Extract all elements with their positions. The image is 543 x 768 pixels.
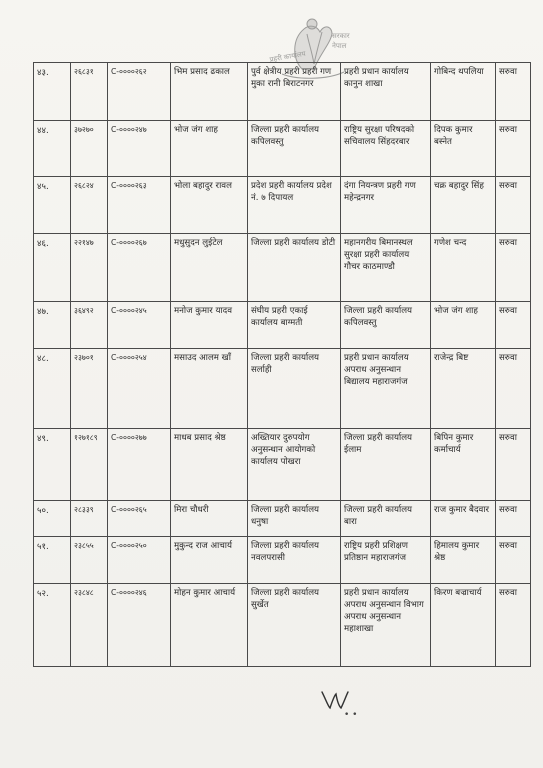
replacement-name-cell [431,234,496,302]
new-office-cell [341,177,431,234]
new-office-cell [341,584,431,667]
table-row [34,234,531,302]
signature-marks: • • [344,710,358,720]
new-office-cell [341,501,431,537]
replacement-name: गोबिन्द थपलिया [434,67,484,77]
employee-number: २३८४८ [74,588,94,597]
replacement-name-cell [431,429,496,501]
employee-number-cell [71,429,108,501]
serial-number: ४७. [37,307,49,317]
current-office-cell [248,429,341,501]
current-office: जिल्ला प्रहरी कार्यालय कपिलवस्तु [251,125,320,147]
serial-number-cell [34,63,71,121]
employee-number: २२१४७ [74,238,94,247]
seal-text-3: प्रहरी कार्यालय [268,49,307,64]
new-office-cell [341,121,431,177]
code-number: C-००००२५४ [111,353,147,362]
code-number-cell [108,177,171,234]
current-office-cell [248,584,341,667]
action-type: सरुवा [499,306,517,316]
code-number: C-००००२५० [111,541,147,550]
employee-number: २३८५५ [74,541,94,550]
new-office: प्रहरी प्रधान कार्यालय कानुन शाखा [344,67,409,89]
new-office-cell [341,302,431,349]
serial-number: ५१. [37,542,49,552]
transfer-table [33,62,531,667]
employee-number: २३७०१ [74,353,94,362]
employee-name: मसाउद आलम खाँ [174,353,231,363]
replacement-name: बिपिन कुमार कर्माचार्य [434,433,474,455]
action-type-cell [496,63,531,121]
new-office: राष्ट्रिय सुरक्षा परिषदको सचिवालय सिंहदरबार [344,125,415,147]
current-office: जिल्ला प्रहरी कार्यालय धनुषा [251,505,320,527]
new-office-cell [341,429,431,501]
serial-number: ४३. [37,68,49,78]
action-type: सरुवा [499,181,517,191]
employee-number-cell [71,63,108,121]
employee-number: १२७१८९ [74,433,98,442]
employee-number-cell [71,121,108,177]
code-number: C-००००२६२ [111,67,147,76]
new-office: जिल्ला प्रहरी कार्यालय कपिलवस्तु [344,306,413,328]
employee-name-cell [171,177,248,234]
current-office: जिल्ला प्रहरी कार्यालय डोटी [251,238,336,248]
serial-number: ५०. [37,506,49,516]
action-type: सरुवा [499,541,517,551]
employee-name-cell [171,302,248,349]
action-type-cell [496,121,531,177]
code-number-cell [108,429,171,501]
code-number-cell [108,302,171,349]
code-number-cell [108,349,171,429]
serial-number: ४४. [37,126,49,136]
serial-number-cell [34,302,71,349]
table-row [34,302,531,349]
employee-name: भोज जंग शाह [174,125,218,135]
table-row [34,429,531,501]
action-type-cell [496,501,531,537]
action-type: सरुवा [499,505,517,515]
action-type: सरुवा [499,433,517,443]
new-office-cell [341,234,431,302]
new-office-cell [341,537,431,584]
employee-number-cell [71,302,108,349]
current-office-cell [248,234,341,302]
replacement-name-cell [431,537,496,584]
action-type: सरुवा [499,353,517,363]
current-office: जिल्ला प्रहरी कार्यालय सुर्खेत [251,588,320,610]
current-office-cell [248,537,341,584]
code-number-cell [108,234,171,302]
serial-number: ४९. [37,434,49,444]
employee-name: मुकुन्द राज आचार्य [174,541,232,551]
action-type-cell [496,584,531,667]
employee-number-cell [71,537,108,584]
current-office: संघीय प्रहरी एकाई कार्यालय बाग्मती [251,306,308,328]
employee-number-cell [71,584,108,667]
table-row [34,121,531,177]
replacement-name: हिमालय कुमार श्रेष्ठ [434,541,480,563]
serial-number-cell [34,429,71,501]
code-number: C-००००२४७ [111,125,147,134]
new-office-cell [341,349,431,429]
serial-number: ४६. [37,239,49,249]
code-number: C-००००२६५ [111,505,147,514]
serial-number-cell [34,234,71,302]
serial-number: ४५. [37,182,49,192]
action-type: सरुवा [499,125,517,135]
employee-number: २६८३१ [74,67,94,76]
employee-number: ३७२७० [74,125,94,134]
replacement-name: भोज जंग शाह [434,306,478,316]
current-office: जिल्ला प्रहरी कार्यालय नवलपरासी [251,541,320,563]
serial-number-cell [34,537,71,584]
action-type-cell [496,537,531,584]
code-number-cell [108,584,171,667]
employee-name-cell [171,234,248,302]
current-office-cell [248,177,341,234]
code-number: C-००००२६७ [111,238,147,247]
new-office: दंगा नियन्त्रण प्रहरी गण महेन्द्रनगर [344,181,416,203]
employee-name: मधुसुदन लुईटेल [174,238,223,248]
replacement-name-cell [431,349,496,429]
serial-number-cell [34,349,71,429]
code-number-cell [108,501,171,537]
employee-name-cell [171,429,248,501]
employee-number: ३६४९२ [74,306,94,315]
current-office: अख्तियार दुरुपयोग अनुसन्धान आयोगको कार्यालय पोखरा [251,433,316,467]
employee-name-cell [171,584,248,667]
employee-name-cell [171,121,248,177]
serial-number-cell [34,584,71,667]
employee-name-cell [171,501,248,537]
seal-text-2: नेपाल [332,42,347,50]
table-row [34,537,531,584]
code-number-cell [108,121,171,177]
serial-number: ४८. [37,354,49,364]
seal-text-1: सरकार [332,32,350,40]
employee-name-cell [171,63,248,121]
new-office: प्रहरी प्रधान कार्यालय अपराध अनुसन्धान विभाग अपराध अनुसन्धान महाशाखा [344,588,424,634]
action-type-cell [496,302,531,349]
employee-name: मनोज कुमार यादव [174,306,233,316]
new-office-cell [341,63,431,121]
current-office-cell [248,349,341,429]
employee-number-cell [71,234,108,302]
code-number: C-००००२४६ [111,588,147,597]
employee-number-cell [71,177,108,234]
code-number: C-००००२४५ [111,306,147,315]
current-office-cell [248,501,341,537]
employee-number: २८३३९ [74,505,94,514]
table-row [34,177,531,234]
action-type-cell [496,234,531,302]
new-office: राष्ट्रिय प्रहरी प्रशिक्षण प्रतिष्ठान महाराजगंज [344,541,408,563]
replacement-name: दिपक कुमार बस्नेत [434,125,473,147]
code-number: C-००००२७७ [111,433,147,442]
handwritten-signature [318,686,358,712]
new-office: जिल्ला प्रहरी कार्यालय ईलाम [344,433,413,455]
employee-name-cell [171,537,248,584]
employee-name: मिरा चौधरी [174,505,209,515]
action-type: सरुवा [499,67,517,77]
employee-name: माधब प्रसाद श्रेष्ठ [174,433,226,443]
action-type-cell [496,429,531,501]
current-office-cell [248,63,341,121]
replacement-name: चक्र बहादुर सिंह [434,181,484,191]
action-type-cell [496,349,531,429]
new-office: प्रहरी प्रधान कार्यालय अपराध अनुसन्धान बिद्यालय महाराजगंज [344,353,409,387]
replacement-name: किरण बज्राचार्य [434,588,482,598]
current-office-cell [248,121,341,177]
code-number-cell [108,537,171,584]
table-row [34,349,531,429]
table-row [34,584,531,667]
current-office: प्रदेश प्रहरी कार्यालय प्रदेश नं. ७ दिपायल [251,181,332,203]
current-office-cell [248,302,341,349]
serial-number-cell [34,121,71,177]
replacement-name-cell [431,177,496,234]
new-office: जिल्ला प्रहरी कार्यालय बारा [344,505,413,527]
current-office: जिल्ला प्रहरी कार्यालय सर्लाही [251,353,320,375]
action-type-cell [496,177,531,234]
current-office: पुर्व क्षेत्रीय प्रहरी प्रहरी गण मुका रानी बिराटनगर [251,67,332,89]
table-row [34,501,531,537]
replacement-name: गणेश चन्द [434,238,467,248]
replacement-name: राजेन्द्र बिष्ट [434,353,469,363]
code-number: C-००००२६३ [111,181,147,190]
replacement-name-cell [431,63,496,121]
replacement-name-cell [431,584,496,667]
action-type: सरुवा [499,588,517,598]
serial-number-cell [34,501,71,537]
employee-number-cell [71,349,108,429]
serial-number: ५२. [37,589,49,599]
code-number-cell [108,63,171,121]
employee-name: मोहन कुमार आचार्य [174,588,236,598]
new-office: महानगरीय बिमानस्थल सुरक्षा प्रहरी कार्यालय गौचर काठमाण्डौ [344,238,413,272]
replacement-name: राज कुमार बैदवार [434,505,490,515]
employee-name: भिम प्रसाद ढकाल [174,67,230,77]
employee-name-cell [171,349,248,429]
employee-number-cell [71,501,108,537]
action-type: सरुवा [499,238,517,248]
replacement-name-cell [431,501,496,537]
replacement-name-cell [431,302,496,349]
serial-number-cell [34,177,71,234]
employee-name: भोला बहादुर रावल [174,181,232,191]
employee-number: २६८२४ [74,181,94,190]
replacement-name-cell [431,121,496,177]
table-row [34,63,531,121]
